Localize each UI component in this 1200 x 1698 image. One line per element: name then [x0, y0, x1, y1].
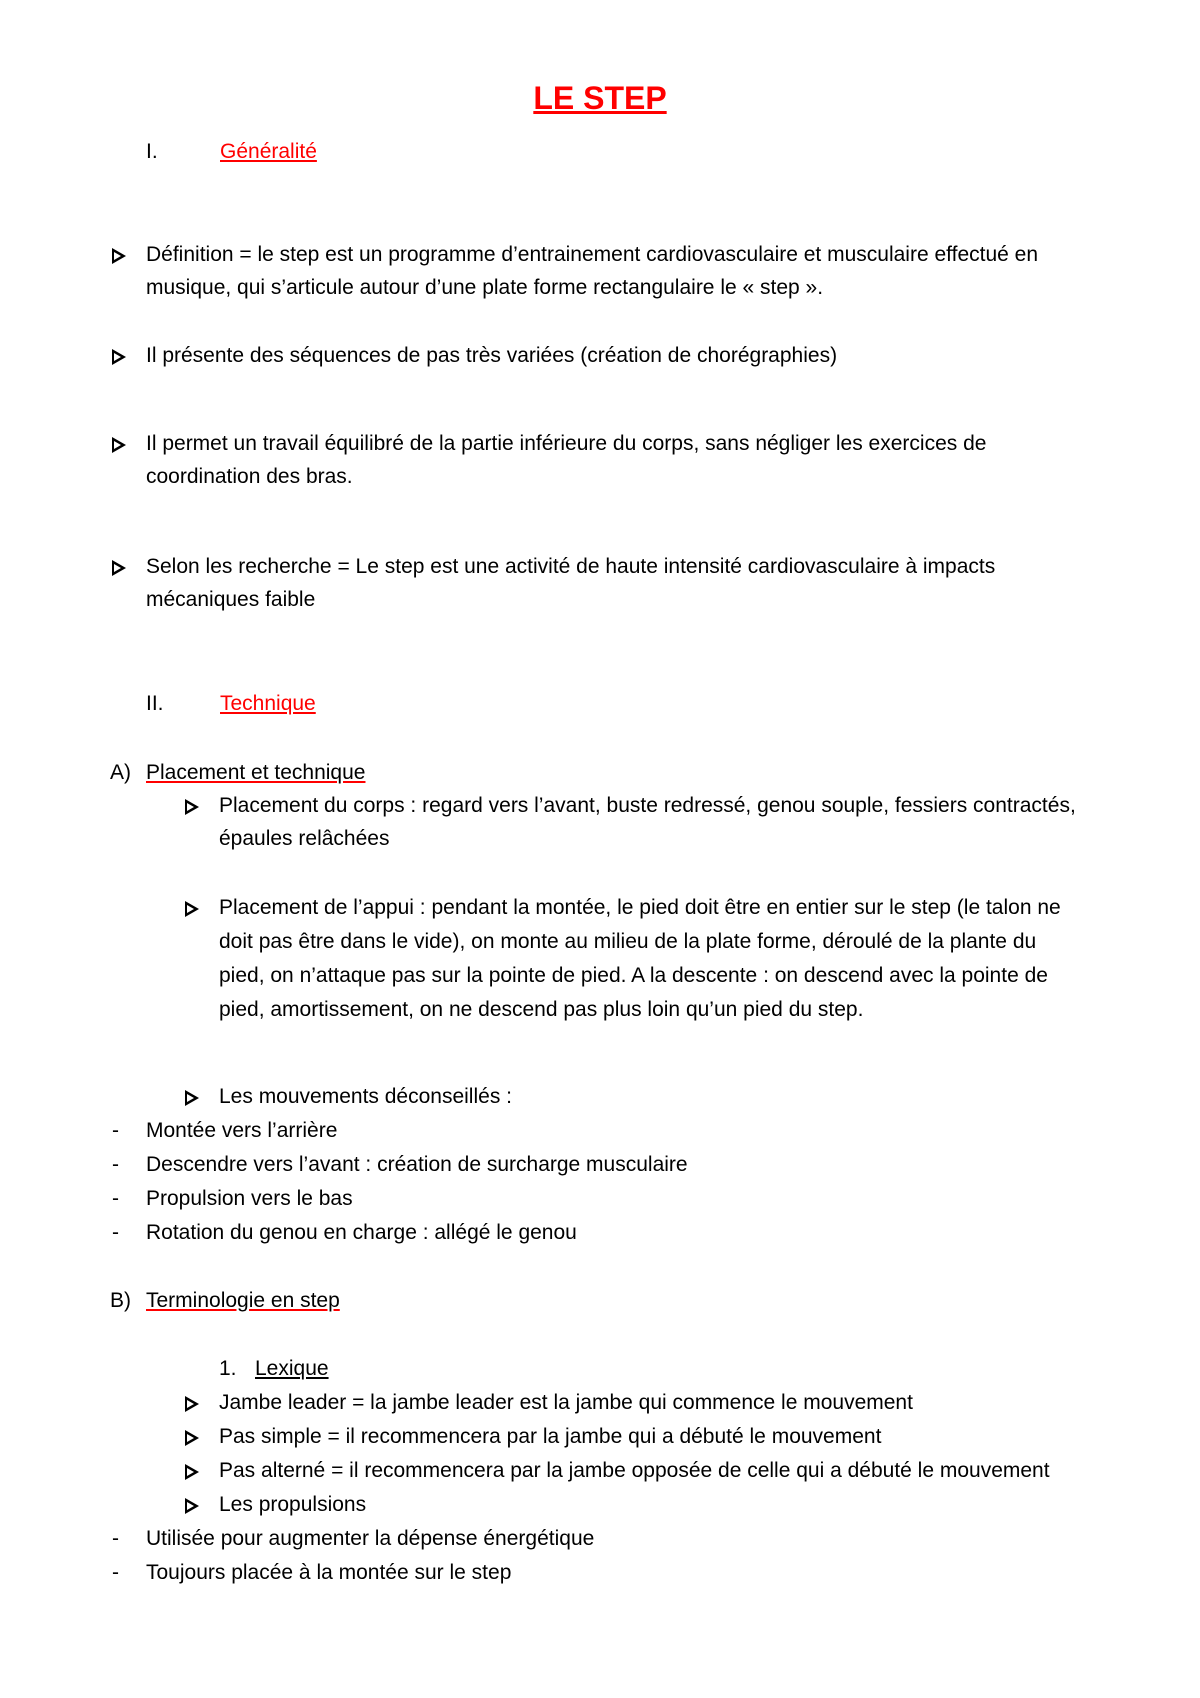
- dash-text: Descendre vers l’avant : création de surcharge musculaire: [146, 1153, 688, 1176]
- dash-text: Utilisée pour augmenter la dépense énergétique: [146, 1527, 595, 1550]
- arrow-bullet-icon: [112, 240, 132, 270]
- bullet-text: doit pas être dans le vide), on monte au milieu de la plate forme, déroulé de la plante du: [219, 930, 1037, 953]
- arrow-bullet-icon: [185, 1422, 205, 1452]
- section-1-number: I.: [146, 140, 158, 163]
- bullet-text: Il présente des séquences de pas très variées (création de chorégraphies): [146, 344, 838, 367]
- page-title: LE STEP: [533, 80, 667, 116]
- dash-bullet: -: [112, 1527, 119, 1550]
- arrow-bullet-icon: [185, 1490, 205, 1520]
- arrow-bullet-icon: [112, 429, 132, 459]
- subsection-b-letter: B): [110, 1289, 131, 1312]
- arrow-bullet-icon: [185, 1388, 205, 1418]
- arrow-bullet-icon: [112, 341, 132, 371]
- subsection-b-heading: Terminologie en step: [146, 1289, 340, 1312]
- bullet-text: pied, on n’attaque pas sur la pointe de pied. A la descente : on descend avec la pointe de: [219, 964, 1048, 987]
- bullet-text: Les mouvements déconseillés :: [219, 1085, 512, 1108]
- subsection-a-letter: A): [110, 761, 131, 784]
- dash-text: Montée vers l’arrière: [146, 1119, 338, 1142]
- bullet-text: Selon les recherche = Le step est une activité de haute intensité cardiovasculaire à impacts: [146, 555, 996, 578]
- arrow-bullet-icon: [112, 552, 132, 582]
- bullet-text: Placement du corps : regard vers l’avant, buste redressé, genou souple, fessiers contractés,: [219, 794, 1076, 817]
- bullet-text: Il permet un travail équilibré de la partie inférieure du corps, sans négliger les exercices de: [146, 432, 987, 455]
- arrow-bullet-icon: [185, 1456, 205, 1486]
- dash-bullet: -: [112, 1119, 119, 1142]
- bullet-text: Jambe leader = la jambe leader est la jambe qui commence le mouvement: [219, 1391, 913, 1414]
- dash-bullet: -: [112, 1153, 119, 1176]
- section-2-heading: Technique: [220, 692, 316, 715]
- section-2-number: II.: [146, 692, 164, 715]
- section-1-heading: Généralité: [220, 140, 317, 163]
- list-item-number: 1.: [219, 1357, 237, 1380]
- arrow-bullet-icon: [185, 791, 205, 821]
- bullet-text: Pas alterné = il recommencera par la jambe opposée de celle qui a débuté le mouvement: [219, 1459, 1050, 1482]
- bullet-text: pied, amortissement, on ne descend pas plus loin qu’un pied du step.: [219, 998, 864, 1021]
- list-item-heading: Lexique: [255, 1357, 329, 1380]
- arrow-bullet-icon: [185, 1082, 205, 1112]
- dash-bullet: -: [112, 1561, 119, 1584]
- bullet-text: Définition = le step est un programme d’entrainement cardiovasculaire et musculaire effectué en: [146, 243, 1039, 266]
- dash-bullet: -: [112, 1221, 119, 1244]
- bullet-text: Pas simple = il recommencera par la jambe qui a débuté le mouvement: [219, 1425, 882, 1448]
- arrow-bullet-icon: [185, 893, 205, 923]
- bullet-text: musique, qui s’articule autour d’une plate forme rectangulaire le « step ».: [146, 276, 824, 299]
- bullet-text: épaules relâchées: [219, 827, 390, 850]
- bullet-text: Placement de l’appui : pendant la montée, le pied doit être en entier sur le step (le talon ne: [219, 896, 1061, 919]
- dash-text: Propulsion vers le bas: [146, 1187, 353, 1210]
- bullet-text: Les propulsions: [219, 1493, 367, 1516]
- dash-bullet: -: [112, 1187, 119, 1210]
- dash-text: Toujours placée à la montée sur le step: [146, 1561, 512, 1584]
- bullet-text: coordination des bras.: [146, 465, 353, 488]
- bullet-text: mécaniques faible: [146, 588, 316, 611]
- dash-text: Rotation du genou en charge : allégé le genou: [146, 1221, 577, 1244]
- subsection-a-heading: Placement et technique: [146, 761, 366, 784]
